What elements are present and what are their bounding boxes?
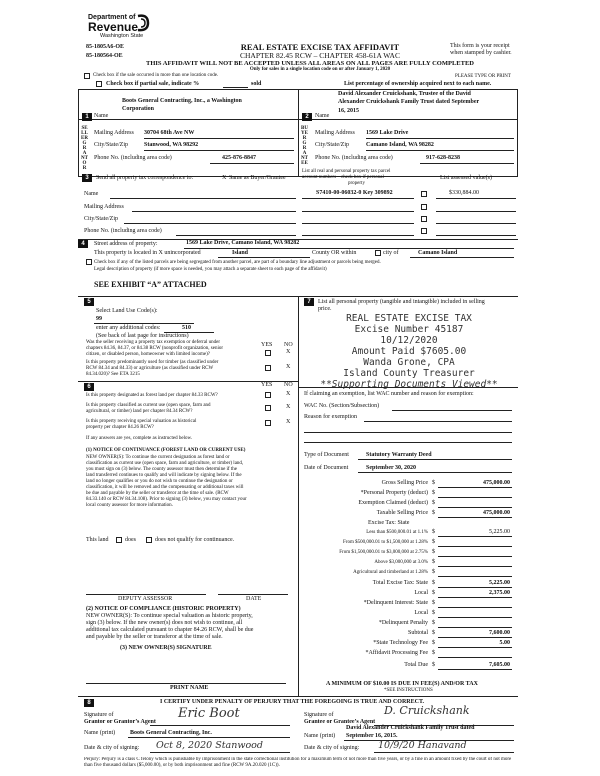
claiming-exemption-label: If claiming an exemption, list WAC number and reason for exemption: — [304, 391, 474, 397]
seller-city-label: City/State/Zip — [94, 142, 128, 148]
land-does-label: does — [125, 537, 136, 543]
tier2-label: From $500,000.01 to $1,500,000 at 1.28% — [343, 540, 428, 545]
parcel-personal-checkbox-3[interactable] — [421, 216, 427, 222]
type-of-document: Statutory Warranty Deed — [366, 452, 432, 458]
section-7-number: 7 — [304, 298, 314, 306]
excise-state-label: Excise Tax: State — [368, 520, 410, 526]
certify-statement: I CERTIFY UNDER PENALTY OF PERJURY THAT THE FOREGOING IS TRUE AND CORRECT. — [160, 699, 425, 705]
grantor-print-name: Boots General Contracting, Inc. — [130, 730, 212, 736]
buyer-name-line1: David Alexander Cruickshank, Trustee of the David — [338, 91, 471, 97]
notice-continuance-l5: land no longer qualifies or you do not wish to continue the designation or — [86, 479, 233, 484]
buyer-name-line2: Alexander Cruickshank Family Trust dated September — [338, 99, 480, 105]
gross-selling-price: 475,000.00 — [483, 480, 510, 486]
located-county: Island — [232, 250, 249, 256]
stamp-line-5: Wanda Grone, CPA — [363, 357, 455, 368]
section-8-number: 8 — [84, 699, 94, 707]
section-2-number: 2 — [302, 113, 312, 121]
notice-continuance-l9: local county assessor for more information. — [86, 503, 173, 508]
s6-q2-line1: Is this property classified as current use (open space, farm and — [86, 403, 211, 408]
minimum-due-note: A MINIMUM OF $10.00 IS DUE IN FEE(S) AND/OR TAX — [326, 681, 478, 687]
land-use-code: 99 — [96, 316, 102, 322]
delinquent-local-label: Local — [414, 610, 428, 616]
s6-q1-no-x[interactable]: X — [286, 391, 291, 397]
taxable-dollar: $ — [432, 510, 435, 516]
multi-location-label: Check box if the sale occurred in more than one location code. — [93, 73, 219, 78]
partial-sold-label: sold — [251, 81, 262, 87]
grantor-date-city: Oct 8, 2020 Stanwood — [156, 740, 263, 751]
stamp-line-1: REAL ESTATE EXCISE TAX — [346, 313, 472, 324]
assessed-header: List assessed value(s) — [440, 175, 492, 181]
date-doc-label: Date of Document — [304, 465, 349, 471]
seller-mailing: 30704 68th Ave NW — [144, 130, 195, 136]
seller-phone: 425-876-8847 — [222, 155, 256, 161]
total-due-dollar: $ — [432, 662, 435, 668]
wac-label: WAC No. (Section/Subsection) — [304, 403, 380, 409]
send-correspondence: Send all property tax correspondence to: — [96, 175, 194, 181]
s5-q2-line3: 84.34.020)? See ETA 3215 — [86, 372, 140, 377]
partial-sale-label: Check box if partial sale, indicate % — [106, 81, 200, 87]
form-title: REAL ESTATE EXCISE TAX AFFIDAVIT — [240, 42, 400, 52]
grantee-agent-label: Grantee or Grantee’s Agent — [304, 719, 376, 725]
only-use-note: Only for sales in a single location code on or after January 1, 2020 — [249, 67, 391, 72]
grantee-print-name-1: David Alexander Cruickshank Family Trust dated — [346, 725, 475, 731]
personal-deduct-label: *Personal Property (deduct) — [360, 490, 428, 496]
buyer-city: Camano Island, WA 98282 — [366, 142, 434, 148]
parcel-header-2: account numbers – check box if personal — [302, 175, 384, 180]
dept-state: Washington State — [100, 33, 144, 39]
ownership-note: List percentage of ownership acquired next to each name. — [344, 81, 492, 87]
located-label: This property is located in X unincorporated — [94, 250, 201, 256]
personal-property-label-1: List all personal property (tangible and intangible) included in selling — [318, 299, 485, 305]
parcel-number: S7410-00-06032-0 Key 309892 — [316, 190, 393, 196]
local-label: Local — [414, 590, 428, 596]
s6-q2-no-x[interactable]: X — [286, 404, 291, 410]
notice-compliance-title: (2) NOTICE OF COMPLIANCE (HISTORIC PROPERTY) — [86, 606, 241, 612]
tier2-dollar: $ — [432, 539, 435, 545]
subtotal-label: Subtotal — [407, 630, 428, 636]
s5-q2-line1: Is this property predominantly used for timber (as classified under — [86, 360, 219, 365]
tech-fee-value: 5.00 — [499, 640, 510, 646]
delinquent-state-dollar: $ — [432, 600, 435, 606]
stamp-line-7: **Supporting Documents Viewed** — [320, 379, 498, 390]
tier4-label: Above $3,000,000 at 3.0% — [374, 560, 428, 565]
grantee-date-city-label: Date & city of signing: — [304, 745, 360, 751]
tier3-label: From $1,500,000.01 to $3,000,000 at 2.75% — [339, 550, 428, 555]
s6-q1-yes[interactable] — [265, 392, 271, 398]
notice-continuance-l4: land transferred continues to qualify and will indicate by signing below. If the — [86, 473, 242, 478]
seller-phone-label: Phone No. (including area code) — [94, 155, 172, 161]
exemption-dollar: $ — [432, 500, 435, 506]
dept-logo-text: Revenue — [88, 20, 139, 34]
treasurer-stamp — [304, 313, 514, 390]
delinquent-penalty-dollar: $ — [432, 620, 435, 626]
s5-q2-line2: RCW 84.34 and 84.33) or agriculture (as classified under RCW — [86, 366, 214, 371]
s6-q3-yes[interactable] — [265, 420, 271, 426]
s3-phone-label: Phone No. (including area code) — [84, 228, 162, 234]
see-instructions-note: *SEE INSTRUCTIONS — [384, 688, 433, 693]
grantee-signature: D. Cruickshank — [384, 704, 470, 717]
parcel-header-3: property — [348, 181, 365, 186]
land-use-label: Select Land Use Code(s): — [96, 308, 158, 314]
delinquent-penalty-label: *Delinquent Penalty — [378, 620, 428, 626]
buyer-city-label: City/State/Zip — [315, 142, 349, 148]
s3-mailing-label: Mailing Address — [84, 204, 124, 210]
exhibit-reference: SEE EXHIBIT “A” ATTACHED — [94, 280, 207, 289]
notice-continuance-l7: be due and payable by the seller or transferor at the time of sale. (RCW — [86, 491, 229, 496]
buyer-side-label: BUYER GRANTEE — [301, 126, 308, 166]
local-excise: 2,375.00 — [489, 590, 510, 596]
print-name-label: PRINT NAME — [170, 685, 209, 691]
s5-q1-line2: chapters 84.36, 84.37, or 84.38 RCW (nonprofit organization, senior — [86, 346, 224, 351]
taxable-selling-price: 475,000.00 — [483, 510, 510, 516]
form-chapter: CHAPTER 82.45 RCW – CHAPTER 458-61A WAC — [240, 51, 400, 60]
send-same: Same as Buyer/Grantee — [229, 175, 286, 181]
section-5-number: 5 — [84, 298, 94, 306]
buyer-mailing-label: Mailing Address — [315, 130, 355, 136]
assessor-date-label: DATE — [246, 596, 262, 602]
notice-continuance-title: (1) NOTICE OF CONTINUANCE (FOREST LAND OR CURRENT USE) — [86, 448, 246, 453]
land-does-not-label: does not qualify for continuance. — [155, 537, 235, 543]
tier1-tax: 5,225.00 — [489, 529, 510, 535]
subtotal-dollar: $ — [432, 630, 435, 636]
s6-q2-line2: agricultural, or timber) land per chapter 84.34 RCW? — [86, 409, 193, 414]
notice-continuance-l6: classification, it will be removed and the compensating or additional taxes will — [86, 485, 244, 490]
form-number-2: 85-180564-OE — [86, 53, 123, 59]
stamp-line-4: Amount Paid $7605.00 — [351, 346, 467, 357]
buyer-name-line3: 16, 2015 — [338, 108, 359, 114]
see-back-note: (See back of last page for instructions) — [96, 333, 189, 339]
s6-yes-header: YES — [261, 382, 273, 388]
tier5-label: Agricultural and timberland at 1.28% — [353, 570, 428, 575]
s6-q3-line1: Is this property receiving special valuation as historical — [86, 419, 197, 424]
type-doc-label: Type of Document — [304, 452, 349, 458]
seller-side-label: SELLER GRANTOR — [81, 126, 88, 171]
send-x: X — [222, 175, 227, 181]
notice-continuance-l3: you must sign on (3) below. The county assessor must then determine if the — [86, 467, 237, 472]
city-of-value: Camano Island — [418, 250, 458, 256]
notice-compliance-l3: additional tax calculated pursuant to chapter 84.26 RCW, shall be due — [86, 627, 254, 633]
delinquent-state-label: *Delinquent Interest: State — [363, 600, 428, 606]
tier3-dollar: $ — [432, 549, 435, 555]
notice-continuance-l1: NEW OWNER(S): To continue the current designation as forest land or — [86, 455, 230, 460]
notice-continuance-l8: 84.33.140 or RCW 84.34.108). Prior to signing (3) below, you may contact your — [86, 497, 247, 502]
delinquent-local-dollar: $ — [432, 610, 435, 616]
tier5-dollar: $ — [432, 569, 435, 575]
multi-location-checkbox[interactable] — [84, 73, 90, 79]
city-of-label: city of — [383, 250, 399, 256]
dor-logo-icon — [136, 14, 150, 32]
notice-compliance-l4: and payable by the seller or transferor at the time of sale. — [86, 634, 223, 640]
affidavit-fee-dollar: $ — [432, 650, 435, 656]
property-street: 1569 Lake Drive, Camano Island, WA 98282 — [186, 240, 300, 246]
s5-q2-yes[interactable] — [265, 365, 271, 371]
tier1-label: Less than $500,000.01 at 1.1% — [366, 530, 428, 535]
form-warning: THIS AFFIDAVIT WILL NOT BE ACCEPTED UNLESS ALL AREAS ON ALL PAGES ARE FULLY COMPLETED — [146, 60, 474, 67]
buyer-phone: 917-628-8238 — [426, 155, 460, 161]
total-state-label: Total Excise Tax: State — [372, 580, 428, 586]
grantee-signature-label: Signature of — [304, 712, 334, 718]
s3-name-label: Name — [84, 191, 99, 197]
s5-yes-header: YES — [261, 342, 273, 348]
s5-q1-line3: citizen, or disabled person, homeowner with limited income)? — [86, 352, 210, 357]
grantor-print-label: Name (print) — [84, 730, 116, 736]
affidavit-fee-label: *Affidavit Processing Fee — [365, 650, 428, 656]
seller-city: Stanwood, WA 98292 — [144, 142, 199, 148]
total-state-dollar: $ — [432, 580, 435, 586]
s6-no-header: NO — [284, 382, 293, 388]
tech-fee-label: *State Technology Fee — [373, 640, 428, 646]
buyer-phone-label: Phone No. (including area code) — [315, 155, 393, 161]
city-checkbox[interactable] — [375, 250, 381, 256]
county-or-within: County OR within — [312, 250, 357, 256]
s6-q2-yes[interactable] — [265, 405, 271, 411]
notice-compliance-l1: NEW OWNER(S): To continue special valuation as historic property, — [86, 613, 253, 619]
s5-no-header: NO — [284, 342, 293, 348]
section-1-number: 1 — [82, 113, 92, 121]
s5-q2-no-x[interactable]: X — [286, 364, 291, 370]
total-excise-state: 5,225.00 — [489, 580, 510, 586]
s6-q3-line2: property per chapter 84.26 RCW? — [86, 425, 154, 430]
form-number-1: 85-1805A6-OE — [86, 44, 124, 50]
gross-dollar: $ — [432, 480, 435, 486]
assessed-value: $330,884.00 — [449, 190, 479, 196]
total-due-value: 7,605.00 — [489, 662, 510, 668]
personal-property-label-2: price. — [318, 306, 332, 312]
grantor-signature-label: Signature of — [84, 712, 114, 718]
buyer-name-label: Name — [315, 113, 330, 119]
personal-dollar: $ — [432, 490, 435, 496]
deputy-assessor-label: DEPUTY ASSESSOR — [118, 596, 173, 602]
local-dollar: $ — [432, 590, 435, 596]
exemption-label: Exemption Claimed (deduct) — [358, 500, 428, 506]
stamp-line-2: Excise Number 45187 — [354, 324, 464, 335]
tier1-dollar: $ — [432, 529, 435, 535]
stamp-line-3: 10/12/2020 — [380, 335, 438, 346]
section-4-number: 4 — [78, 240, 88, 248]
legal-description-label: Legal description of property (if more space is needed, you may attach a separate sheet to each page of the affidavit) — [94, 267, 327, 272]
s6-q1: Is this property designated as forest land per chapter 84.33 RCW? — [86, 393, 218, 398]
parcel-header-1: List all real and personal property tax parcel — [302, 169, 391, 174]
street-label: Street address of property: — [94, 241, 158, 247]
taxable-label: Taxable Selling Price — [376, 510, 428, 516]
tech-fee-dollar: $ — [432, 640, 435, 646]
dept-line1: Department of — [88, 14, 136, 21]
segregation-checkbox[interactable] — [86, 259, 92, 265]
seller-name-line1: Boots General Contracting, Inc., a Washington — [122, 98, 242, 104]
seller-mailing-label: Mailing Address — [94, 130, 134, 136]
stamp-line-6: Island County Treasurer — [343, 368, 475, 379]
perjury-notice: Perjury: Perjury is a class C felony which is punishable by imprisonment in the state correctional institution for a maximum term of not more than five years, or by a fine in an amount fixed by the court of not more than five thousand dollars ($5,000.00), or by both imprisonment and fine (RCW 9A.20.020 (1C)). — [84, 757, 512, 768]
receipt-note-1: This form is your receipt — [450, 43, 510, 49]
section-3-number: 3 — [82, 174, 92, 182]
grantee-date-city: 10/9/20 Hanavand — [378, 740, 467, 751]
additional-code: 510 — [182, 325, 191, 331]
reason-label: Reason for exemption — [304, 414, 357, 420]
s5-q1-yes[interactable] — [265, 350, 271, 356]
gross-label: Gross Selling Price — [381, 480, 428, 486]
s5-q1-no-x[interactable]: X — [286, 349, 291, 355]
notice-compliance-l2: sign (3) below. If the new owner(s) does not wish to continue, all — [86, 620, 243, 626]
seller-name-line2: Corporation — [122, 106, 154, 112]
new-owner-signature-title: (3) NEW OWNER(S) SIGNATURE — [120, 645, 212, 651]
grantee-print-label: Name (print) — [304, 733, 336, 739]
seller-name-label: Name — [94, 113, 109, 119]
please-type: PLEASE TYPE OR PRINT — [455, 74, 511, 79]
tier4-dollar: $ — [432, 559, 435, 565]
additional-codes-label: enter any additional codes: — [96, 325, 161, 331]
partial-sale-checkbox[interactable] — [96, 81, 102, 87]
section-6-number: 6 — [84, 383, 94, 391]
s6-q3-no-x[interactable]: X — [286, 419, 291, 425]
s5-q1-line1: Was the seller receiving a property tax exemption or deferral under — [86, 340, 220, 345]
parcel-personal-checkbox-1[interactable] — [421, 191, 427, 197]
parcel-personal-checkbox-4[interactable] — [421, 228, 427, 234]
land-does-checkbox[interactable] — [116, 537, 122, 543]
this-land-label: This land — [86, 537, 109, 543]
land-does-not-checkbox[interactable] — [146, 537, 152, 543]
notice-continuance-l2: classification as current use (open space, farm and agriculture, or timber) land, — [86, 461, 244, 466]
grantor-date-city-label: Date & city of signing: — [84, 745, 140, 751]
receipt-note-2: when stamped by cashier. — [450, 50, 512, 56]
parcel-personal-checkbox-2[interactable] — [421, 204, 427, 210]
segregation-label: Check box if any of the listed parcels are being segregated from another parcel, are part of a boundary line adjustment or parcels being merged. — [94, 260, 381, 265]
grantor-signature: Eric Boot — [178, 706, 240, 721]
grantee-print-name-2: September 16, 2015. — [346, 733, 398, 739]
date-of-document: September 30, 2020 — [366, 465, 417, 471]
subtotal-value: 7,600.00 — [489, 630, 510, 636]
buyer-mailing: 1569 Lake Drive — [366, 130, 409, 136]
s3-city-label: City/State/Zip — [84, 216, 118, 222]
total-due-label: Total Due — [404, 662, 428, 668]
grantor-agent-label: Grantor or Grantor’s Agent — [84, 719, 156, 725]
s6-if-any: If any answers are yes, complete as instructed below. — [86, 436, 193, 441]
